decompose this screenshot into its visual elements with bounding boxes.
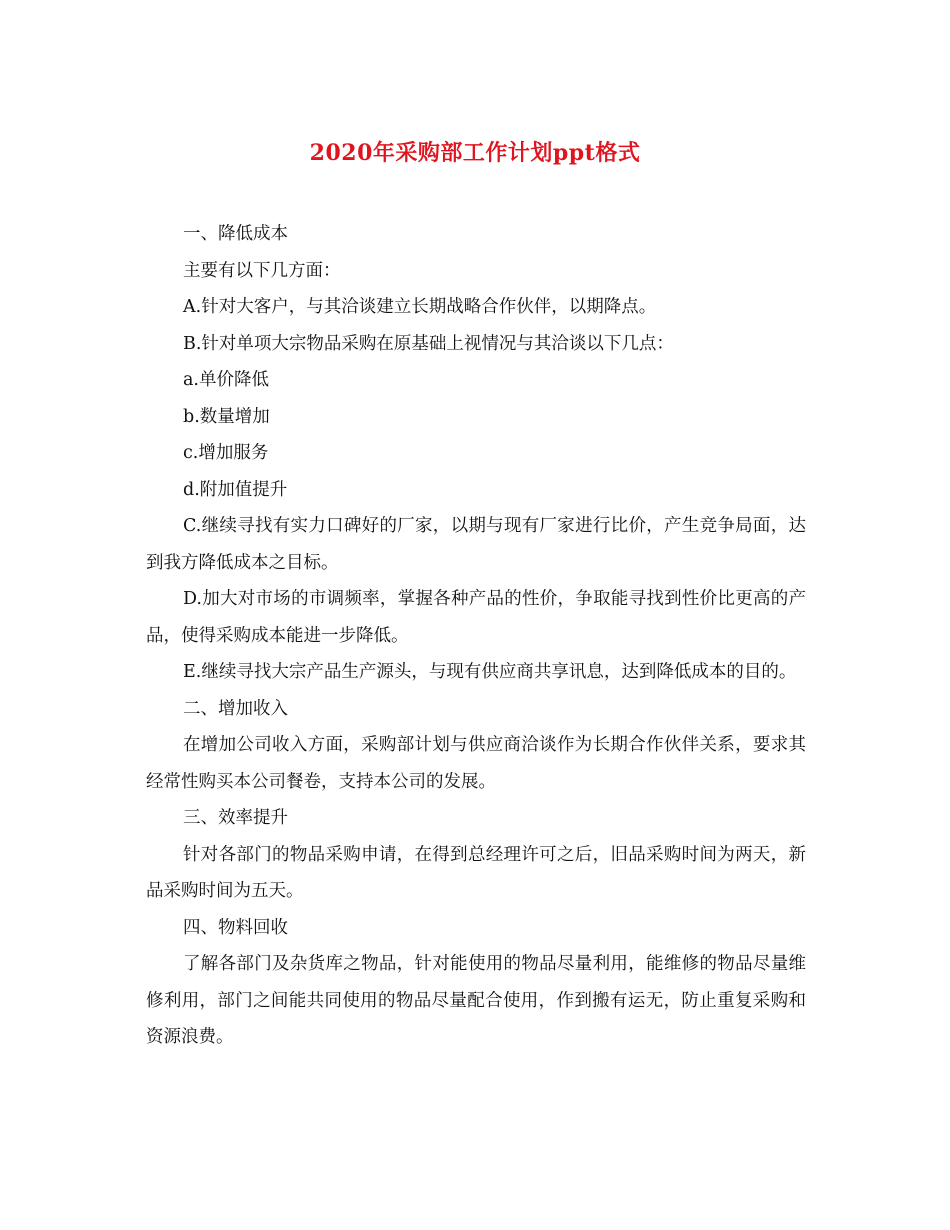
paragraph: C.继续寻找有实力口碑好的厂家，以期与现有厂家进行比价，产生竞争局面，达到我方降低成本之目标。: [146, 516, 806, 573]
paragraph: B.针对单项大宗物品采购在原基础上视情况与其洽谈以下几点：: [183, 333, 674, 354]
paragraph: E.继续寻找大宗产品生产源头，与现有供应商共享讯息，达到降低成本的目的。: [183, 662, 797, 682]
section-heading-material-recovery: 四、物料回收: [183, 917, 288, 938]
document-body: [146, 216, 806, 1056]
paragraph: D.加大对市场的市调频率，掌握各种产品的性价，争取能寻找到性价比更高的产品，使得采购成本能进一步降低。: [146, 589, 806, 646]
section-heading-increase-income: 二、增加收入: [183, 698, 288, 719]
paragraph: A.针对大客户，与其洽谈建立长期战略合作伙伴，以期降点。: [183, 297, 657, 317]
document-title: 2020年采购部工作计划ppt格式: [309, 140, 641, 166]
list-item: b.数量增加: [183, 406, 270, 427]
paragraph: 主要有以下几方面：: [183, 260, 341, 281]
paragraph: 在增加公司收入方面，采购部计划与供应商洽谈作为长期合作伙伴关系，要求其经常性购买本公司餐卷，支持本公司的发展。: [146, 735, 806, 792]
list-item: c.增加服务: [183, 443, 269, 463]
section-heading-reduce-cost: 一、降低成本: [183, 224, 288, 244]
paragraph: 了解各部门及杂货库之物品，针对能使用的物品尽量利用，能维修的物品尽量维修利用，部门之间能共同使用的物品尽量配合使用，作到搬有运无，防止重复采购和资源浪费。: [146, 954, 806, 1047]
paragraph: 针对各部门的物品采购申请，在得到总经理许可之后，旧品采购时间为两天，新品采购时间为五天。: [146, 844, 806, 901]
section-heading-efficiency: 三、效率提升: [183, 808, 288, 828]
list-item: d.附加值提升: [183, 479, 288, 500]
list-item: a.单价降低: [183, 370, 269, 390]
